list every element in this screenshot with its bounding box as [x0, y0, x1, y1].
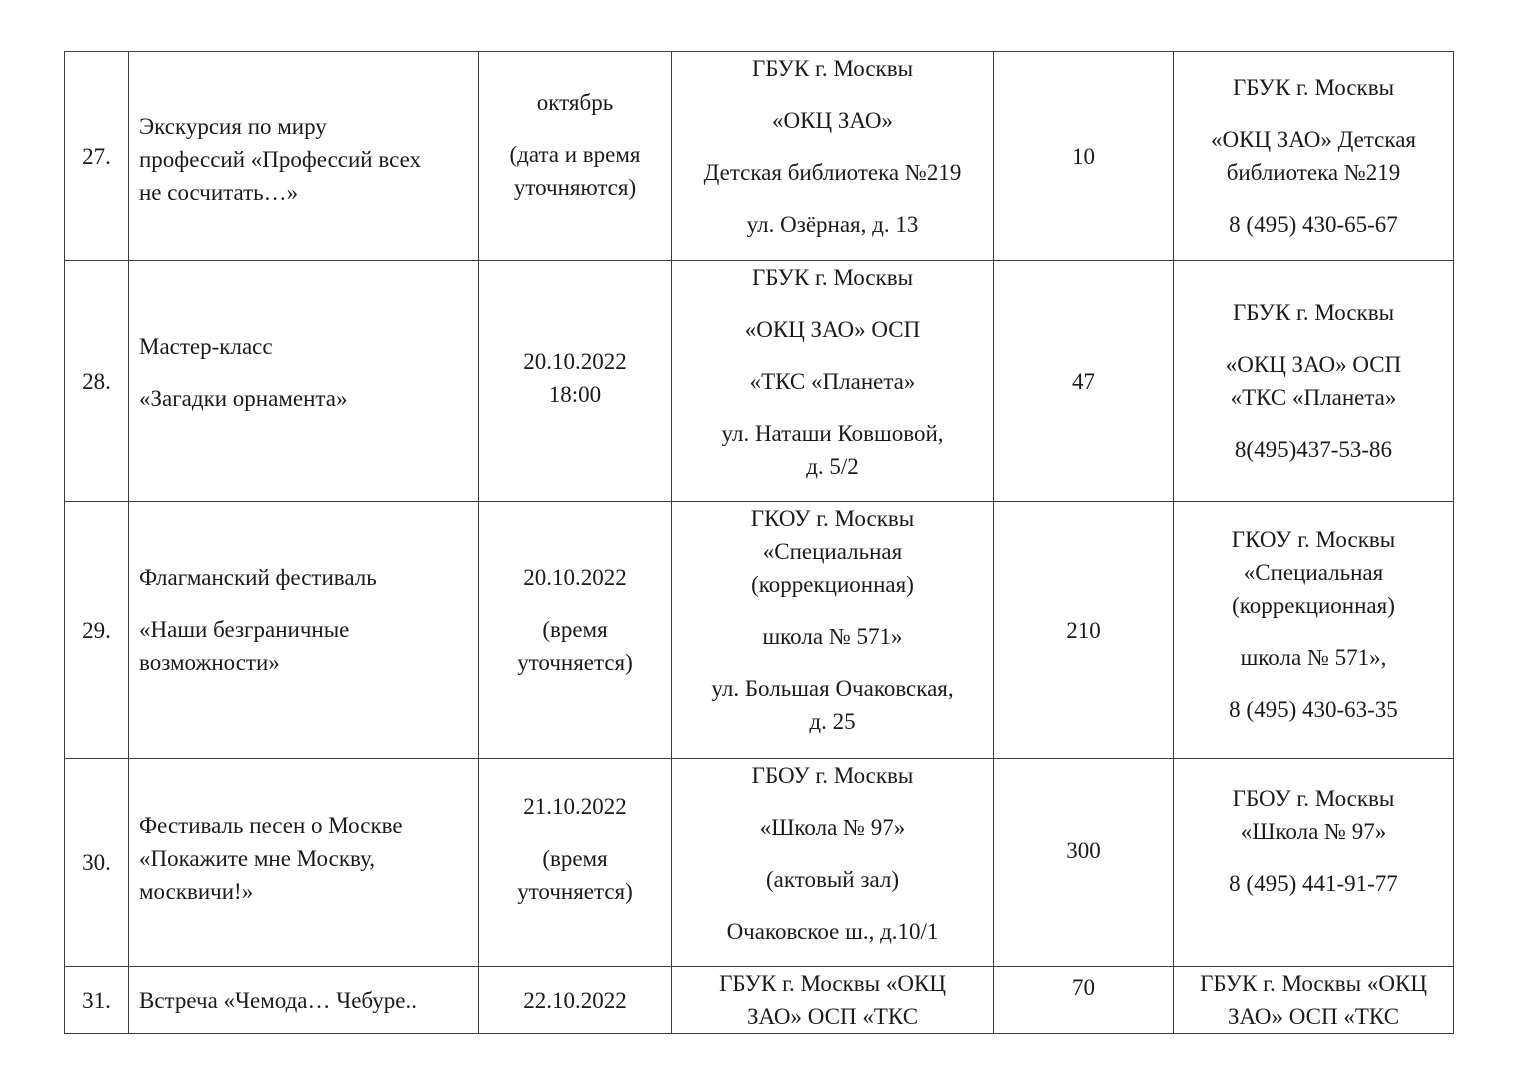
event-title [129, 502, 479, 759]
text-line: ГКОУ г. Москвы [1231, 526, 1396, 552]
text-line: (коррекционная) [751, 572, 914, 597]
text-line: д. 5/2 [806, 454, 859, 479]
text-line: 8 (495) 441-91-77 [1229, 870, 1398, 896]
text-line: «ТКС «Планета» [749, 369, 916, 394]
text-line: «Специальная [762, 539, 903, 564]
text-line: «Школа № 97» [1240, 818, 1387, 844]
text-line: ЗАО» ОСП «ТКС [1227, 1004, 1400, 1029]
text-line: (коррекционная) [1232, 592, 1395, 618]
row-number: 28. [65, 261, 129, 502]
text-line: школа № 571», [1240, 644, 1387, 670]
event-date [479, 261, 672, 502]
text-line: 8 (495) 430-65-67 [1229, 212, 1398, 237]
text-line: Фестиваль песен о Москве [139, 813, 403, 838]
table-row [65, 261, 1454, 502]
event-venue [672, 261, 994, 502]
text-line: Очаковское ш., д.10/1 [726, 919, 939, 944]
table-row [65, 759, 1454, 967]
text-line: профессий «Профессий всех [139, 146, 421, 172]
text-line: (дата и время [509, 142, 641, 167]
text-line: 20.10.2022 [523, 349, 627, 374]
participant-count: 10 [994, 52, 1174, 261]
row-number: 29. [65, 502, 129, 759]
event-date [479, 759, 672, 967]
text-line: 18:00 [548, 382, 602, 407]
text-line: «Загадки орнамента» [139, 385, 348, 411]
organizer-contact [1174, 759, 1454, 967]
text-line: ГБУК г. Москвы [751, 265, 914, 290]
row-number: 30. [65, 759, 129, 967]
table-row [65, 502, 1454, 759]
text-line: ГБУК г. Москвы «ОКЦ [719, 971, 946, 996]
participant-count: 70 [994, 967, 1174, 1034]
text-line: уточняются) [513, 175, 637, 200]
text-line: ГБУК г. Москвы [751, 56, 914, 81]
text-line: 22.10.2022 [523, 987, 627, 1013]
text-line: москвичи!» [139, 879, 254, 904]
text-line: ГБОУ г. Москвы [1232, 785, 1395, 811]
text-line: ГКОУ г. Москвы [750, 506, 915, 531]
text-line: «ОКЦ ЗАО» ОСП [744, 317, 921, 342]
event-date [479, 52, 672, 261]
event-venue [672, 52, 994, 261]
text-line: Встреча «Чемода… Чебуре.. [139, 987, 417, 1013]
table-row [65, 52, 1454, 261]
event-title [129, 759, 479, 967]
text-line: (актовый зал) [766, 867, 899, 892]
text-line: не сосчитать…» [139, 179, 299, 205]
text-line: «Покажите мне Москву, [139, 846, 376, 871]
text-line: школа № 571» [762, 624, 903, 649]
text-line: Мастер-класс [139, 333, 273, 359]
text-line: «Школа № 97» [759, 815, 906, 840]
text-line: ул. Большая Очаковская, [711, 676, 954, 701]
text-line: библиотека №219 [1226, 160, 1401, 185]
participant-count: 300 [994, 759, 1174, 967]
participant-count: 210 [994, 502, 1174, 759]
text-line: (время [542, 617, 608, 642]
table-row [65, 967, 1454, 1034]
text-line: д. 25 [809, 709, 856, 734]
text-line: ГБОУ г. Москвы [751, 763, 914, 788]
event-date [479, 502, 672, 759]
text-line: «ТКС «Планета» [1230, 385, 1397, 410]
event-date [479, 967, 672, 1034]
text-line: «ОКЦ ЗАО» Детская [1211, 127, 1416, 152]
text-line: «Специальная [1243, 559, 1384, 585]
text-line: ГБУК г. Москвы [1232, 75, 1395, 100]
row-number: 27. [65, 52, 129, 261]
text-line: ГБУК г. Москвы [1232, 300, 1395, 325]
events-table [64, 51, 1454, 1034]
organizer-contact [1174, 502, 1454, 759]
text-line: Флагманский фестиваль [139, 565, 377, 590]
text-line: «ОКЦ ЗАО» [772, 108, 893, 133]
event-title [129, 261, 479, 502]
text-line: уточняется) [517, 650, 633, 675]
row-number: 31. [65, 967, 129, 1034]
text-line: (время [542, 845, 608, 871]
event-title [129, 967, 479, 1034]
participant-count: 47 [994, 261, 1174, 502]
text-line: «ОКЦ ЗАО» ОСП [1225, 352, 1402, 377]
text-line: 8 (495) 430-63-35 [1229, 696, 1398, 722]
event-venue [672, 759, 994, 967]
organizer-contact [1174, 52, 1454, 261]
event-title [129, 52, 479, 261]
organizer-contact [1174, 967, 1454, 1034]
text-line: уточняется) [517, 878, 633, 904]
text-line: ГБУК г. Москвы «ОКЦ [1200, 971, 1427, 996]
text-line: возможности» [139, 650, 280, 675]
text-line: ул. Озёрная, д. 13 [746, 212, 919, 237]
text-line: «Наши безграничные [139, 617, 350, 642]
text-line: 8(495)437-53-86 [1234, 437, 1393, 462]
event-venue [672, 967, 994, 1034]
text-line: Экскурсия по миру [139, 113, 327, 139]
text-line: 20.10.2022 [523, 565, 627, 590]
text-line: 21.10.2022 [523, 793, 627, 819]
text-line: Детская библиотека №219 [703, 160, 962, 185]
text-line: ЗАО» ОСП «ТКС [746, 1004, 919, 1029]
organizer-contact [1174, 261, 1454, 502]
text-line: октябрь [536, 90, 614, 115]
text-line: ул. Наташи Ковшовой, [721, 421, 944, 446]
event-venue [672, 502, 994, 759]
